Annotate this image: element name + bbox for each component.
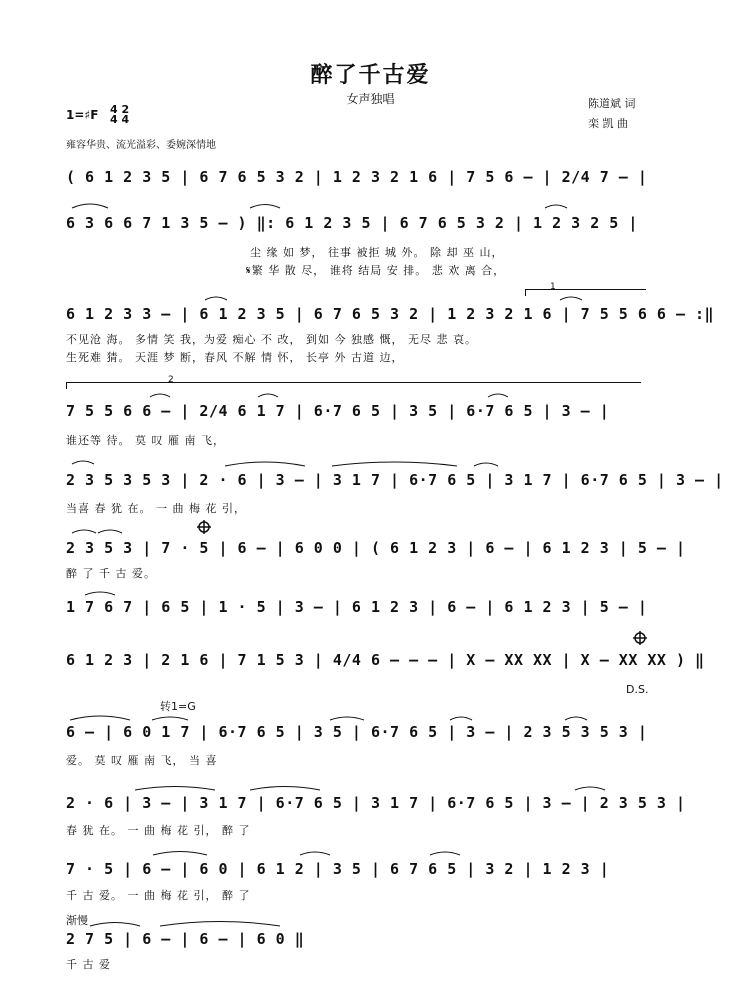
score-row-9: 6 – | 6 0 1 7 | 6·7 6 5 | 3 5 | 6·7 6 5 | 3 – | 2 3 5 3 5 3 | [66, 723, 648, 741]
lyric-line-11: 千 古 爱 [66, 958, 111, 971]
score-row-6: 2 3 5 3 | 7 · 5 | 6 – | 6 0 0 | ( 6 1 2 3 | 6 – | 6 1 2 3 | 5 – | [66, 539, 686, 557]
lyric-line-1: 尘 缘 如 梦， 往事 被拒 城 外。 除 却 巫 山， [250, 246, 504, 259]
score-row-2: 6 3 6 6 7 1 3 5 – ) ‖: 6 1 2 3 5 | 6 7 6 5 3 2 | 1 2 3 2 5 | [66, 214, 638, 232]
lyric-line-9: 春 犹 在。 一 曲 梅 花 引， 醉 了 [66, 824, 251, 837]
lyric-line-5: 谁还等 待。 莫 叹 雁 南 飞， [66, 434, 225, 447]
lyric-line-4: 生死难 猜。 天涯 梦 断，春风 不解 情 怀， 长亭 外 古道 边， [66, 351, 404, 364]
lyric-line-8: 爱。 莫 叹 雁 南 飞， 当 喜 [66, 754, 218, 767]
volta-1-label: 1 [550, 282, 556, 292]
score-row-11: 7 · 5 | 6 – | 6 0 | 6 1 2 | 3 5 | 6 7 6 5 | 3 2 | 1 2 3 | [66, 860, 610, 878]
score-row-5: 2 3 5 3 5 3 | 2 · 6 | 3 – | 3 1 7 | 6·7 6 5 | 3 1 7 | 6·7 6 5 | 3 – | [66, 471, 724, 489]
score-row-3: 6 1 2 3 3 – | 6 1 2 3 5 | 6 7 6 5 3 2 | 1 2 3 2 1 6 | 7 5 5 6 6 – :‖ [66, 305, 715, 323]
lyric-line-3: 不见沧 海。 多情 笑 我，为爱 痴心 不 改， 到如 今 独感 慨， 无尽 悲 哀。 [66, 333, 477, 346]
score-row-8: 6 1 2 3 | 2 1 6 | 7 1 5 3 | 4/4 6 – – – | X – XX XX | X – XX XX ) ‖ [66, 651, 705, 669]
lyricist: 陈道斌 词 [588, 97, 636, 110]
subtitle: 女声独唱 [346, 92, 395, 106]
lyric-line-7: 醉 了 千 古 爱。 [66, 567, 156, 580]
score-row-12: 2 7 5 | 6 – | 6 – | 6 0 ‖ [66, 930, 305, 948]
lyric-line-10: 千 古 爱。 一 曲 梅 花 引， 醉 了 [66, 889, 251, 902]
score-row-10: 2 · 6 | 3 – | 3 1 7 | 6·7 6 5 | 3 1 7 | 6·7 6 5 | 3 – | 2 3 5 3 | [66, 794, 686, 812]
score-row-4: 7 5 5 6 6 – | 2/4 6 1 7 | 6·7 6 5 | 3 5 | 6·7 6 5 | 3 – | [66, 402, 610, 420]
tempo-marking: 渐慢 [66, 914, 88, 927]
modulation-marking: 转1=G [160, 700, 196, 713]
ds-marking: D.S. [626, 683, 649, 696]
lyric-line-6: 当喜 春 犹 在。 一 曲 梅 花 引， [66, 502, 246, 515]
composer: 栾 凯 曲 [588, 117, 628, 130]
score-row-7: 1 7 6 7 | 6 5 | 1 · 5 | 3 – | 6 1 2 3 | 6 – | 6 1 2 3 | 5 – | [66, 598, 648, 616]
key-signature: 1=♯F [66, 108, 99, 122]
song-title: 醉了千古爱 [310, 63, 431, 88]
time-signature: 4 2 4 4 [110, 103, 130, 126]
score-row-1: ( 6 1 2 3 5 | 6 7 6 5 3 2 | 1 2 3 2 1 6 | 7 5 6 – | 2/4 7 – | [66, 168, 648, 186]
lyric-line-2: 𝄋繁 华 散 尽， 谁将 结局 安 排。 悲 欢 离 合， [246, 264, 506, 277]
volta-2-label: 2 [168, 375, 174, 385]
expression-marking: 雍容华贵、流光溢彩、委婉深情地 [66, 140, 216, 151]
